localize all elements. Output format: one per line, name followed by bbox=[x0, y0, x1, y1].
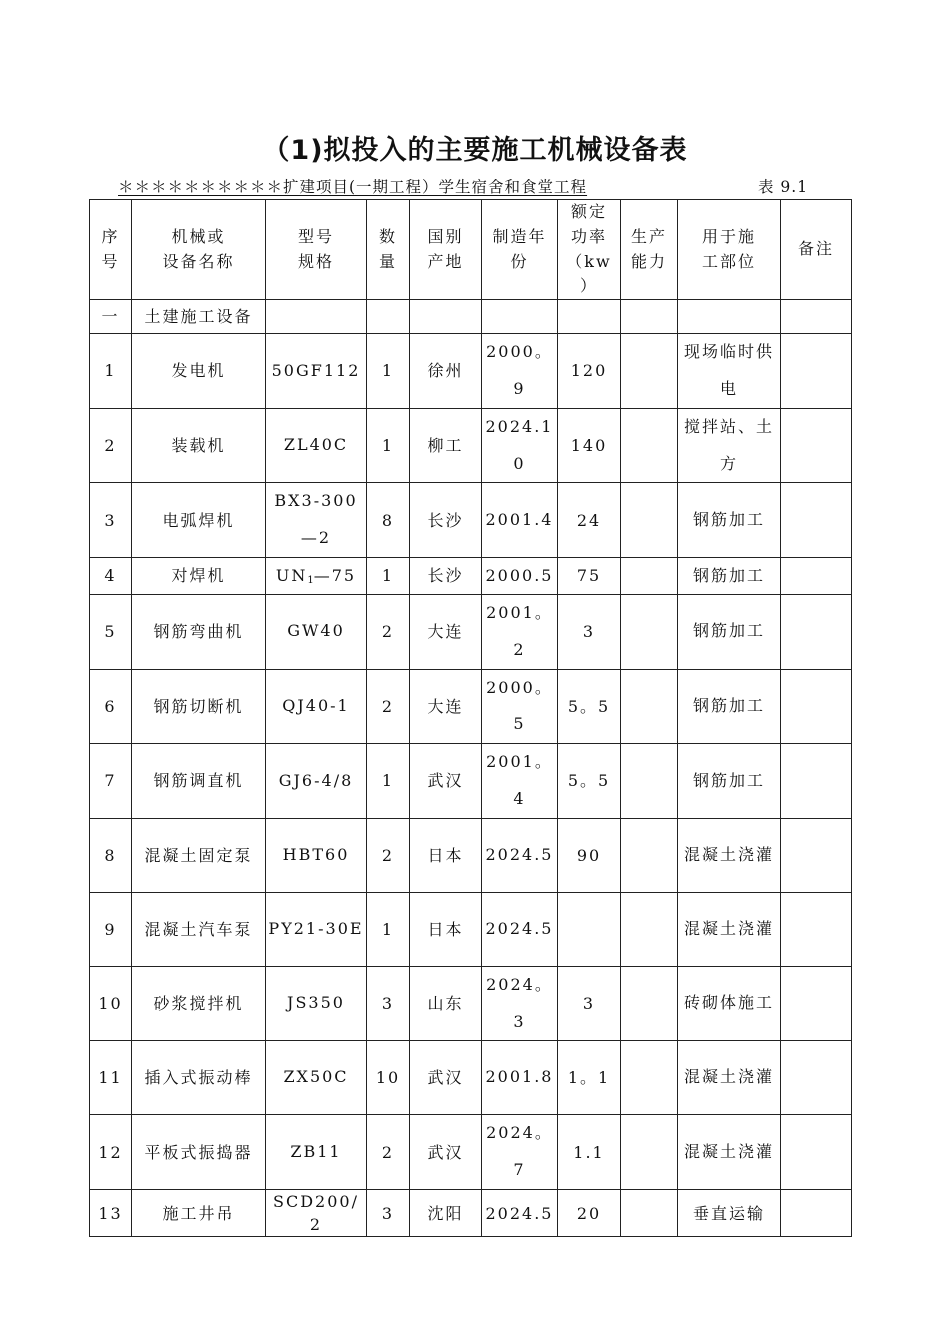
cell-origin: 徐州 bbox=[410, 334, 482, 409]
cell-year: 2024。3 bbox=[482, 966, 558, 1041]
cell-origin: 武汉 bbox=[410, 1115, 482, 1190]
cell-model: QJ40-1 bbox=[266, 669, 367, 744]
header-origin: 国别 产地 bbox=[410, 200, 482, 300]
cell-remark bbox=[781, 594, 852, 669]
cell-year: 2001。4 bbox=[482, 744, 558, 819]
cell-year: 2024.10 bbox=[482, 408, 558, 483]
cell-year: 2001.8 bbox=[482, 1041, 558, 1115]
cell-capacity bbox=[621, 966, 678, 1041]
cell-remark bbox=[781, 1189, 852, 1236]
table-row bbox=[90, 334, 852, 409]
cell-remark bbox=[781, 334, 852, 409]
cell-year: 2001.4 bbox=[482, 483, 558, 558]
cell-model: $UN_1—75$ bbox=[266, 557, 367, 594]
header-qty: 数 量 bbox=[367, 200, 410, 300]
cell-name: 对焊机 bbox=[132, 557, 266, 594]
cell-remark bbox=[781, 483, 852, 558]
equipment-table bbox=[89, 199, 852, 1237]
cell-power: 120 bbox=[558, 334, 621, 409]
table-row bbox=[90, 1189, 852, 1236]
cell-seq: 3 bbox=[90, 483, 132, 558]
cell-origin: 武汉 bbox=[410, 1041, 482, 1115]
cell-capacity bbox=[621, 408, 678, 483]
cell-capacity bbox=[621, 669, 678, 744]
cell-name: 钢筋调直机 bbox=[132, 744, 266, 819]
cell-origin: 山东 bbox=[410, 966, 482, 1041]
cell-model: BX3-300—2 bbox=[266, 483, 367, 558]
header-capacity: 生产 能力 bbox=[621, 200, 678, 300]
table-number: 表 9.1 bbox=[758, 178, 809, 196]
cell-origin: 柳工 bbox=[410, 408, 482, 483]
cell-remark bbox=[781, 1041, 852, 1115]
cell-name: 发电机 bbox=[132, 334, 266, 409]
cell-year: 2000。9 bbox=[482, 334, 558, 409]
cell-power: 5。5 bbox=[558, 744, 621, 819]
cell-capacity bbox=[621, 818, 678, 892]
cell-power: 90 bbox=[558, 818, 621, 892]
cell-remark bbox=[781, 408, 852, 483]
cell-seq: 1 bbox=[90, 334, 132, 409]
cell-usage: 混凝土浇灌 bbox=[678, 1115, 781, 1190]
header-model: 型号 规格 bbox=[266, 200, 367, 300]
cell-qty: 1 bbox=[367, 557, 410, 594]
cell-usage: 混凝土浇灌 bbox=[678, 818, 781, 892]
table-row bbox=[90, 408, 852, 483]
cell-capacity bbox=[621, 744, 678, 819]
cell-power bbox=[558, 892, 621, 966]
cell-name: 钢筋切断机 bbox=[132, 669, 266, 744]
header-row bbox=[90, 200, 852, 300]
table-row bbox=[90, 1115, 852, 1190]
header-name: 机械或 设备名称 bbox=[132, 200, 266, 300]
table-row bbox=[90, 557, 852, 594]
cell-usage: 钢筋加工 bbox=[678, 744, 781, 819]
cell-year: 2000。5 bbox=[482, 669, 558, 744]
header-remark: 备注 bbox=[781, 200, 852, 300]
table-row bbox=[90, 1041, 852, 1115]
cell-origin: 武汉 bbox=[410, 744, 482, 819]
cell-name: 电弧焊机 bbox=[132, 483, 266, 558]
cell-year: 2024.5 bbox=[482, 1189, 558, 1236]
cell-model: JS350 bbox=[266, 966, 367, 1041]
cell-capacity bbox=[621, 892, 678, 966]
cell-model: 50GF112 bbox=[266, 334, 367, 409]
cell-power: 3 bbox=[558, 966, 621, 1041]
cell-name: 装载机 bbox=[132, 408, 266, 483]
cell-origin: 日本 bbox=[410, 892, 482, 966]
table-row bbox=[90, 669, 852, 744]
cell-capacity bbox=[621, 483, 678, 558]
cell-seq: 7 bbox=[90, 744, 132, 819]
cell-model: ZB11 bbox=[266, 1115, 367, 1190]
cell-name: 混凝土固定泵 bbox=[132, 818, 266, 892]
section-seq: 一 bbox=[90, 300, 132, 334]
cell-seq: 8 bbox=[90, 818, 132, 892]
cell-remark bbox=[781, 557, 852, 594]
cell-capacity bbox=[621, 334, 678, 409]
cell-seq: 11 bbox=[90, 1041, 132, 1115]
cell-remark bbox=[781, 1115, 852, 1190]
table-row bbox=[90, 818, 852, 892]
cell-seq: 9 bbox=[90, 892, 132, 966]
cell-seq: 10 bbox=[90, 966, 132, 1041]
cell-usage: 钢筋加工 bbox=[678, 594, 781, 669]
header-seq: 序 号 bbox=[90, 200, 132, 300]
header-power: 额定 功率 （kw ） bbox=[558, 200, 621, 300]
header-usage: 用于施 工部位 bbox=[678, 200, 781, 300]
cell-usage: 搅拌站、土方 bbox=[678, 408, 781, 483]
cell-power: 140 bbox=[558, 408, 621, 483]
cell-seq: 5 bbox=[90, 594, 132, 669]
cell-power: 75 bbox=[558, 557, 621, 594]
cell-usage: 钢筋加工 bbox=[678, 669, 781, 744]
cell-seq: 12 bbox=[90, 1115, 132, 1190]
cell-capacity bbox=[621, 594, 678, 669]
cell-origin: 长沙 bbox=[410, 483, 482, 558]
cell-seq: 13 bbox=[90, 1189, 132, 1236]
table-row bbox=[90, 744, 852, 819]
header-year: 制造年 份 bbox=[482, 200, 558, 300]
cell-usage: 混凝土浇灌 bbox=[678, 1041, 781, 1115]
cell-origin: 大连 bbox=[410, 594, 482, 669]
cell-model: SCD200/2 bbox=[266, 1189, 367, 1236]
cell-year: 2024.5 bbox=[482, 892, 558, 966]
cell-model: ZL40C bbox=[266, 408, 367, 483]
cell-remark bbox=[781, 966, 852, 1041]
cell-capacity bbox=[621, 1041, 678, 1115]
cell-power: 20 bbox=[558, 1189, 621, 1236]
cell-qty: 3 bbox=[367, 1189, 410, 1236]
project-subtitle: ＊＊＊＊＊＊＊＊＊＊扩建项目(一期工程）学生宿舍和食堂工程 bbox=[118, 178, 588, 196]
cell-year: 2000.5 bbox=[482, 557, 558, 594]
cell-origin: 日本 bbox=[410, 818, 482, 892]
cell-qty: 10 bbox=[367, 1041, 410, 1115]
cell-capacity bbox=[621, 1189, 678, 1236]
cell-year: 2024.5 bbox=[482, 818, 558, 892]
table-row bbox=[90, 892, 852, 966]
cell-model: GJ6-4/8 bbox=[266, 744, 367, 819]
table-row bbox=[90, 483, 852, 558]
cell-qty: 2 bbox=[367, 818, 410, 892]
table-row bbox=[90, 966, 852, 1041]
cell-usage: 砖砌体施工 bbox=[678, 966, 781, 1041]
cell-name: 砂浆搅拌机 bbox=[132, 966, 266, 1041]
cell-capacity bbox=[621, 1115, 678, 1190]
cell-name: 施工井吊 bbox=[132, 1189, 266, 1236]
cell-power: 24 bbox=[558, 483, 621, 558]
cell-qty: 1 bbox=[367, 408, 410, 483]
cell-qty: 3 bbox=[367, 966, 410, 1041]
cell-qty: 2 bbox=[367, 594, 410, 669]
cell-name: 钢筋弯曲机 bbox=[132, 594, 266, 669]
cell-model: PY21-30E bbox=[266, 892, 367, 966]
cell-remark bbox=[781, 818, 852, 892]
cell-qty: 1 bbox=[367, 892, 410, 966]
cell-model: ZX50C bbox=[266, 1041, 367, 1115]
cell-remark bbox=[781, 892, 852, 966]
table-row bbox=[90, 594, 852, 669]
cell-name: 混凝土汽车泵 bbox=[132, 892, 266, 966]
cell-seq: 2 bbox=[90, 408, 132, 483]
cell-usage: 混凝土浇灌 bbox=[678, 892, 781, 966]
page-title: （1)拟投入的主要施工机械设备表 bbox=[262, 135, 688, 166]
cell-power: 1.1 bbox=[558, 1115, 621, 1190]
cell-qty: 2 bbox=[367, 1115, 410, 1190]
cell-model: HBT60 bbox=[266, 818, 367, 892]
cell-origin: 沈阳 bbox=[410, 1189, 482, 1236]
cell-qty: 2 bbox=[367, 669, 410, 744]
cell-origin: 长沙 bbox=[410, 557, 482, 594]
section-name: 土建施工设备 bbox=[132, 300, 266, 334]
cell-capacity bbox=[621, 557, 678, 594]
cell-usage: 钢筋加工 bbox=[678, 483, 781, 558]
cell-power: 1。1 bbox=[558, 1041, 621, 1115]
cell-usage: 垂直运输 bbox=[678, 1189, 781, 1236]
cell-usage: 现场临时供电 bbox=[678, 334, 781, 409]
cell-qty: 1 bbox=[367, 744, 410, 819]
cell-seq: 6 bbox=[90, 669, 132, 744]
cell-year: 2024。7 bbox=[482, 1115, 558, 1190]
cell-remark bbox=[781, 744, 852, 819]
cell-power: 3 bbox=[558, 594, 621, 669]
cell-remark bbox=[781, 669, 852, 744]
cell-name: 插入式振动棒 bbox=[132, 1041, 266, 1115]
cell-model: GW40 bbox=[266, 594, 367, 669]
cell-seq: 4 bbox=[90, 557, 132, 594]
cell-usage: 钢筋加工 bbox=[678, 557, 781, 594]
cell-name: 平板式振捣器 bbox=[132, 1115, 266, 1190]
cell-year: 2001。2 bbox=[482, 594, 558, 669]
cell-qty: 1 bbox=[367, 334, 410, 409]
section-row bbox=[90, 300, 852, 334]
cell-power: 5。5 bbox=[558, 669, 621, 744]
cell-qty: 8 bbox=[367, 483, 410, 558]
cell-origin: 大连 bbox=[410, 669, 482, 744]
